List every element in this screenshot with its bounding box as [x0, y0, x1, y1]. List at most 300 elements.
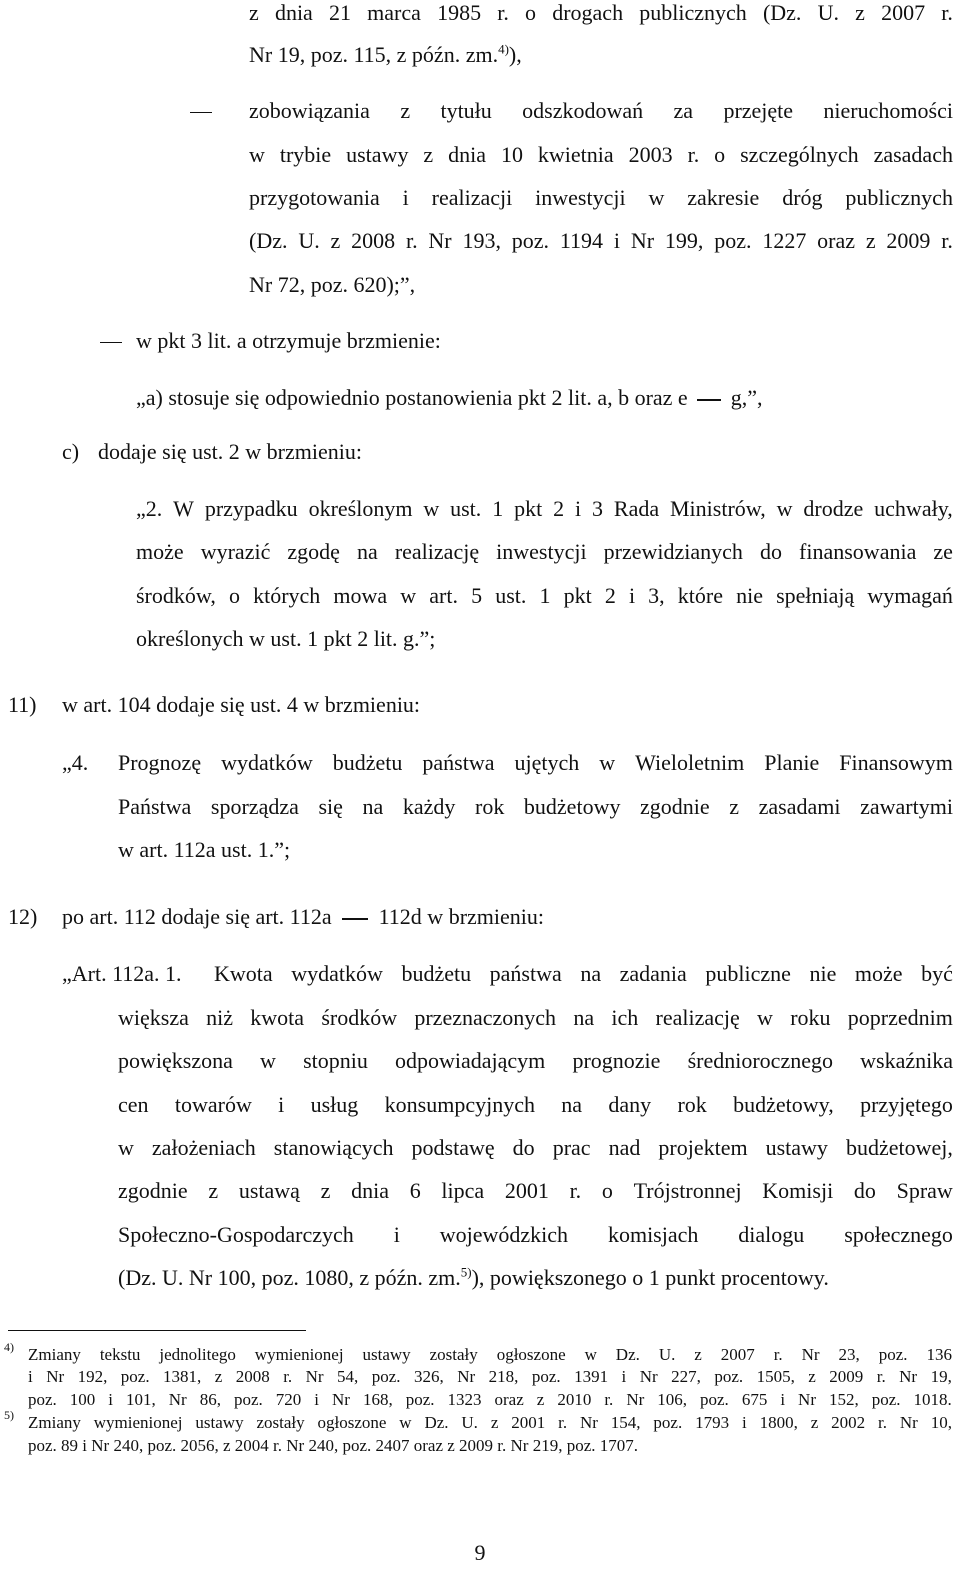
- word: środków: [321, 1005, 398, 1030]
- word: konsumpcyjnych: [384, 1092, 535, 1117]
- word: podstawę: [411, 1135, 495, 1160]
- word: 2008: [235, 1367, 270, 1386]
- text-line: [136, 494, 953, 524]
- text-line: [118, 1220, 953, 1250]
- word: założeniach: [151, 1135, 256, 1160]
- word: roku: [790, 1005, 831, 1030]
- list-label: [8, 902, 37, 932]
- text-line: [118, 1133, 953, 1163]
- word: Kwota: [214, 961, 273, 986]
- word: Społeczno-Gospodarczych: [118, 1222, 354, 1247]
- word: o: [601, 1178, 613, 1203]
- word: do: [853, 1178, 876, 1203]
- word: z: [490, 1413, 499, 1432]
- justified-line: [136, 581, 953, 611]
- word: i: [393, 1222, 400, 1247]
- word: 2007: [720, 1345, 755, 1364]
- word: i: [575, 496, 582, 521]
- word: których: [253, 583, 321, 608]
- word: 2002: [831, 1413, 866, 1432]
- word: ustawy: [346, 142, 409, 167]
- word: ogłoszone: [496, 1345, 566, 1364]
- word: wymagań: [867, 583, 953, 608]
- word: dnia: [448, 142, 487, 167]
- word: Prognozę: [118, 750, 202, 775]
- word: Nr: [579, 1413, 598, 1432]
- word: 19,: [930, 1367, 952, 1386]
- list-number: „4.: [62, 750, 89, 775]
- word: zostały: [256, 1413, 305, 1432]
- word: zasadach: [873, 142, 953, 167]
- word: poz.: [653, 1413, 683, 1432]
- word: 2001: [504, 1178, 549, 1203]
- word: Dz.: [424, 1413, 449, 1432]
- word: Nr: [428, 228, 452, 253]
- word: i: [108, 1390, 114, 1409]
- word: ujętych: [514, 750, 580, 775]
- word: i: [402, 185, 409, 210]
- word: wydatków: [291, 961, 383, 986]
- word: U.: [461, 1413, 478, 1432]
- word: państwa: [489, 961, 562, 986]
- word: 1800,: [759, 1413, 798, 1432]
- word: prognozie: [572, 1048, 661, 1073]
- word: w: [776, 496, 793, 521]
- word: poz.: [878, 1345, 908, 1364]
- word: 1381,: [163, 1367, 202, 1386]
- word: 720: [275, 1390, 302, 1409]
- justified-line: [118, 1176, 953, 1206]
- word: Nr: [639, 1367, 658, 1386]
- word: nie: [809, 961, 837, 986]
- word: budżetu: [401, 961, 472, 986]
- word: Rada: [613, 496, 660, 521]
- word: na: [580, 961, 602, 986]
- word: odpowiadającym: [395, 1048, 546, 1073]
- text-line: [249, 40, 522, 70]
- justified-line: [249, 0, 953, 28]
- footnote-line: [28, 1389, 952, 1411]
- word: 2: [604, 583, 616, 608]
- word: 154,: [610, 1413, 641, 1432]
- word: 23,: [838, 1345, 860, 1364]
- word: zawartymi: [860, 794, 953, 819]
- word: projektem: [658, 1135, 748, 1160]
- word: przeznaczonych: [414, 1005, 557, 1030]
- list-dash: [190, 112, 212, 113]
- justified-line: [118, 1090, 953, 1120]
- word: zgodnie: [118, 1178, 188, 1203]
- word: poz.: [371, 1367, 401, 1386]
- word: z: [810, 1413, 819, 1432]
- word: mowa: [333, 583, 388, 608]
- word: poz.: [120, 1367, 150, 1386]
- text-fragment: ), powiększonego o 1 punkt procentowy.: [471, 1265, 829, 1290]
- text-line: [136, 624, 435, 654]
- word: z: [249, 0, 259, 25]
- word: kwietnia: [537, 142, 614, 167]
- word: Nr: [626, 1390, 645, 1409]
- word: ustawy: [195, 1413, 244, 1432]
- word: 3: [592, 496, 604, 521]
- word: komisjach: [607, 1222, 699, 1247]
- justified-line: [28, 1344, 952, 1366]
- footnote-line: [28, 1344, 952, 1366]
- word: art.: [429, 583, 458, 608]
- word: niż: [206, 1005, 234, 1030]
- word: 218,: [488, 1367, 519, 1386]
- justified-line: [118, 1046, 953, 1076]
- word: Ministrów,: [670, 496, 766, 521]
- word: 2009: [829, 1367, 864, 1386]
- footnote-mark: 5): [4, 1408, 14, 1422]
- word: r.: [558, 1413, 568, 1432]
- justified-line: [249, 96, 953, 126]
- word: i: [278, 1092, 285, 1117]
- word: i: [628, 583, 636, 608]
- word: budżetowy,: [733, 1092, 834, 1117]
- word: r.: [405, 228, 418, 253]
- word: dany: [608, 1092, 652, 1117]
- list-dash: [100, 342, 122, 343]
- word: rok: [677, 1092, 707, 1117]
- word: poz.: [714, 228, 752, 253]
- word: na: [573, 1005, 595, 1030]
- word: w: [400, 583, 417, 608]
- text-line: [136, 581, 953, 611]
- word: Nr: [457, 1367, 476, 1386]
- word: poz.: [233, 1390, 263, 1409]
- text-line: [118, 835, 290, 865]
- word: (Dz.: [249, 228, 288, 253]
- word: Nr: [630, 228, 655, 253]
- word: Wieloletnim: [635, 750, 745, 775]
- text-fragment: 112d w brzmieniu:: [378, 904, 545, 929]
- word: 1793: [695, 1413, 730, 1432]
- word: wojewódzkich: [439, 1222, 569, 1247]
- word: 1: [492, 496, 504, 521]
- word: 1194: [559, 228, 604, 253]
- word: lipca: [441, 1178, 485, 1203]
- word: 1505,: [756, 1367, 795, 1386]
- word: poz.: [28, 1390, 57, 1409]
- word: 2003: [628, 142, 673, 167]
- word: publicznych: [845, 185, 953, 210]
- word: środków,: [136, 583, 216, 608]
- text-line: [136, 326, 441, 356]
- word: zgodę: [287, 539, 340, 564]
- word: zakresie: [687, 185, 760, 210]
- text-fragment: po art. 112 dodaje się art. 112a: [62, 904, 332, 929]
- word: realizację: [394, 539, 480, 564]
- word: tytułu: [440, 98, 492, 123]
- word: powiększona: [118, 1048, 233, 1073]
- footnote-line: [28, 1435, 638, 1457]
- word: Nr: [332, 1390, 350, 1409]
- text-line: [118, 792, 953, 822]
- word: zasadami: [758, 794, 841, 819]
- word: społecznego: [844, 1222, 953, 1247]
- word: usług: [310, 1092, 359, 1117]
- word: W: [173, 496, 194, 521]
- word: Trójstronnej: [633, 1178, 742, 1203]
- word: państwa: [422, 750, 495, 775]
- word: o: [228, 583, 240, 608]
- word: 199,: [664, 228, 704, 253]
- word: sporządza: [210, 794, 299, 819]
- word: 136: [926, 1345, 952, 1364]
- justified-line: [118, 1133, 953, 1163]
- word: r.: [876, 1367, 886, 1386]
- list-number: c): [62, 439, 80, 464]
- word: poz.: [405, 1390, 435, 1409]
- word: w: [584, 1345, 597, 1364]
- word: przejęte: [723, 98, 794, 123]
- text-fragment: Nr 72, poz. 620);”,: [249, 272, 416, 297]
- word: drodze: [803, 496, 864, 521]
- word: zobowiązania: [249, 98, 370, 123]
- word: inwestycji: [496, 539, 587, 564]
- word: 5: [471, 583, 483, 608]
- footnote-ref: 5): [460, 1264, 472, 1280]
- word: 1227: [762, 228, 807, 253]
- list-label: [8, 690, 37, 720]
- word: w: [599, 750, 616, 775]
- text-line: [118, 1003, 953, 1033]
- word: r.: [604, 1390, 614, 1409]
- text-fragment: w art. 104 dodaje się ust. 4 w brzmieniu:: [62, 692, 421, 717]
- word: 21: [329, 0, 351, 25]
- text-fragment: dodaje się ust. 2 w brzmieniu:: [98, 439, 362, 464]
- word: ich: [611, 1005, 639, 1030]
- text-line: [214, 959, 953, 989]
- word: U.: [658, 1345, 676, 1364]
- word: tekstu: [99, 1345, 141, 1364]
- word: Zmiany: [28, 1413, 81, 1432]
- word: nieruchomości: [823, 98, 953, 123]
- word: 152,: [829, 1390, 859, 1409]
- word: 1: [539, 583, 551, 608]
- text-line: [136, 383, 762, 413]
- list-label: [62, 959, 182, 989]
- word: które: [677, 583, 723, 608]
- list-number: 11): [8, 692, 37, 717]
- word: szczególnych: [740, 142, 859, 167]
- justified-line: [136, 537, 953, 567]
- word: poz.: [511, 228, 550, 253]
- word: zgodnie: [640, 794, 710, 819]
- word: 2009: [886, 228, 931, 253]
- page-number: 9: [474, 1540, 486, 1565]
- word: przypadku: [204, 496, 298, 521]
- word: i: [314, 1390, 320, 1409]
- word: r.: [687, 142, 700, 167]
- word: 1391: [574, 1367, 609, 1386]
- word: r.: [941, 0, 953, 25]
- article-number: „Art. 112a. 1.: [62, 961, 182, 986]
- text-line: [62, 690, 420, 720]
- word: na: [357, 539, 378, 564]
- word: poprzednim: [847, 1005, 953, 1030]
- word: z: [400, 98, 411, 123]
- word: każdy: [402, 794, 456, 819]
- word: przyjętego: [860, 1092, 953, 1117]
- text-line: [249, 270, 415, 300]
- word: 1018.: [913, 1390, 952, 1409]
- word: oraz: [494, 1390, 524, 1409]
- word: 2010: [557, 1390, 592, 1409]
- justified-line: [28, 1412, 952, 1434]
- word: ust.: [495, 583, 527, 608]
- word: z: [536, 1390, 545, 1409]
- word: trybie: [279, 142, 332, 167]
- word: realizację: [655, 1005, 740, 1030]
- word: budżetu: [332, 750, 403, 775]
- word: o: [525, 0, 537, 25]
- word: zostały: [429, 1345, 478, 1364]
- word: nad: [608, 1135, 641, 1160]
- justified-line: [118, 1003, 953, 1033]
- en-dash: [342, 918, 368, 919]
- word: Finansowym: [839, 750, 953, 775]
- word: 101,: [126, 1390, 156, 1409]
- word: większa: [118, 1005, 189, 1030]
- word: realizacji: [431, 185, 513, 210]
- word: z: [423, 142, 434, 167]
- text-line: [249, 226, 953, 256]
- text-line: [136, 537, 953, 567]
- word: może: [136, 539, 184, 564]
- word: Nr: [899, 1413, 918, 1432]
- list-number: 12): [8, 904, 38, 929]
- word: Nr: [305, 1367, 324, 1386]
- word: na: [561, 1092, 583, 1117]
- word: r.: [569, 1178, 582, 1203]
- word: 3,: [648, 583, 665, 608]
- word: 2008: [351, 228, 396, 253]
- word: w: [260, 1048, 276, 1073]
- word: spełniają: [776, 583, 855, 608]
- text-line: [249, 183, 953, 213]
- word: Nr: [46, 1367, 65, 1386]
- text-line: [62, 902, 544, 932]
- justified-line: [28, 1366, 952, 1388]
- word: wyrazić: [200, 539, 271, 564]
- word: z: [808, 1367, 816, 1386]
- word: z: [320, 1178, 331, 1203]
- word: Planie: [764, 750, 820, 775]
- word: Zmiany: [28, 1345, 81, 1364]
- word: wymienionej: [93, 1413, 183, 1432]
- word: budżetowy: [523, 794, 621, 819]
- word: w: [118, 1135, 134, 1160]
- word: 6: [409, 1178, 421, 1203]
- word: 2: [553, 496, 565, 521]
- word: się: [318, 794, 343, 819]
- text-fragment: (Dz. U. Nr 100, poz. 1080, z późn. zm.: [118, 1265, 461, 1290]
- text-line: [118, 1176, 953, 1206]
- word: ust.: [450, 496, 482, 521]
- word: do: [512, 1135, 535, 1160]
- word: ustawą: [238, 1178, 300, 1203]
- word: na: [362, 794, 384, 819]
- word: w: [399, 1413, 412, 1432]
- justified-line: [118, 1220, 953, 1250]
- word: pkt: [563, 583, 592, 608]
- word: jednolitego: [159, 1345, 236, 1364]
- word: przygotowania: [249, 185, 380, 210]
- justified-line: [214, 959, 953, 989]
- word: finansowania: [799, 539, 917, 564]
- text-fragment: w pkt 3 lit. a otrzymuje brzmienie:: [136, 328, 441, 353]
- text-fragment: g,”,: [730, 385, 763, 410]
- word: stopniu: [303, 1048, 368, 1073]
- text-line: [249, 0, 953, 28]
- word: 2007: [881, 0, 926, 25]
- word: poz.: [700, 1390, 729, 1409]
- text-line: [249, 140, 953, 170]
- word: w: [249, 142, 265, 167]
- word: i: [621, 1367, 627, 1386]
- word: rok: [475, 794, 505, 819]
- word: i: [28, 1367, 33, 1386]
- footnote-line: [28, 1412, 952, 1434]
- word: 192,: [77, 1367, 108, 1386]
- word: i: [741, 1413, 747, 1432]
- word: r.: [497, 0, 509, 25]
- word: 193,: [462, 228, 501, 253]
- text-line: [118, 1046, 953, 1076]
- word: 168,: [362, 1390, 393, 1409]
- word: U.: [817, 0, 839, 25]
- word: pkt: [514, 496, 543, 521]
- word: Nr: [899, 1367, 918, 1386]
- word: 100: [69, 1390, 96, 1409]
- text-line: [98, 437, 362, 467]
- footnote-mark: 4): [4, 1340, 14, 1354]
- word: wymienionej: [254, 1345, 344, 1364]
- footnote-ref: 4): [498, 41, 509, 57]
- text-line: [118, 1090, 953, 1120]
- word: (Dz.: [762, 0, 802, 25]
- word: budżetowej,: [845, 1135, 953, 1160]
- justified-line: [249, 183, 953, 213]
- word: 106,: [657, 1390, 688, 1409]
- word: Komisji: [762, 1178, 834, 1203]
- word: przewidzianych: [603, 539, 743, 564]
- word: Nr: [798, 1390, 816, 1409]
- word: z: [865, 228, 876, 253]
- word: do: [759, 539, 782, 564]
- text-fragment: Nr 19, poz. 115, z późn. zm.: [249, 42, 499, 67]
- word: r.: [878, 1413, 887, 1432]
- justified-line: [249, 140, 953, 170]
- word: z: [208, 1178, 219, 1203]
- word: w: [423, 496, 440, 521]
- word: dróg: [782, 185, 823, 210]
- word: wskaźnika: [860, 1048, 953, 1073]
- word: określonym: [308, 496, 413, 521]
- word: Nr: [801, 1345, 820, 1364]
- justified-line: [136, 494, 953, 524]
- word: towarów: [174, 1092, 252, 1117]
- word: w: [648, 185, 665, 210]
- word: r.: [941, 228, 953, 253]
- word: marca: [367, 0, 421, 25]
- word: być: [921, 961, 953, 986]
- footnote-line: [28, 1366, 952, 1388]
- word: inwestycji: [535, 185, 626, 210]
